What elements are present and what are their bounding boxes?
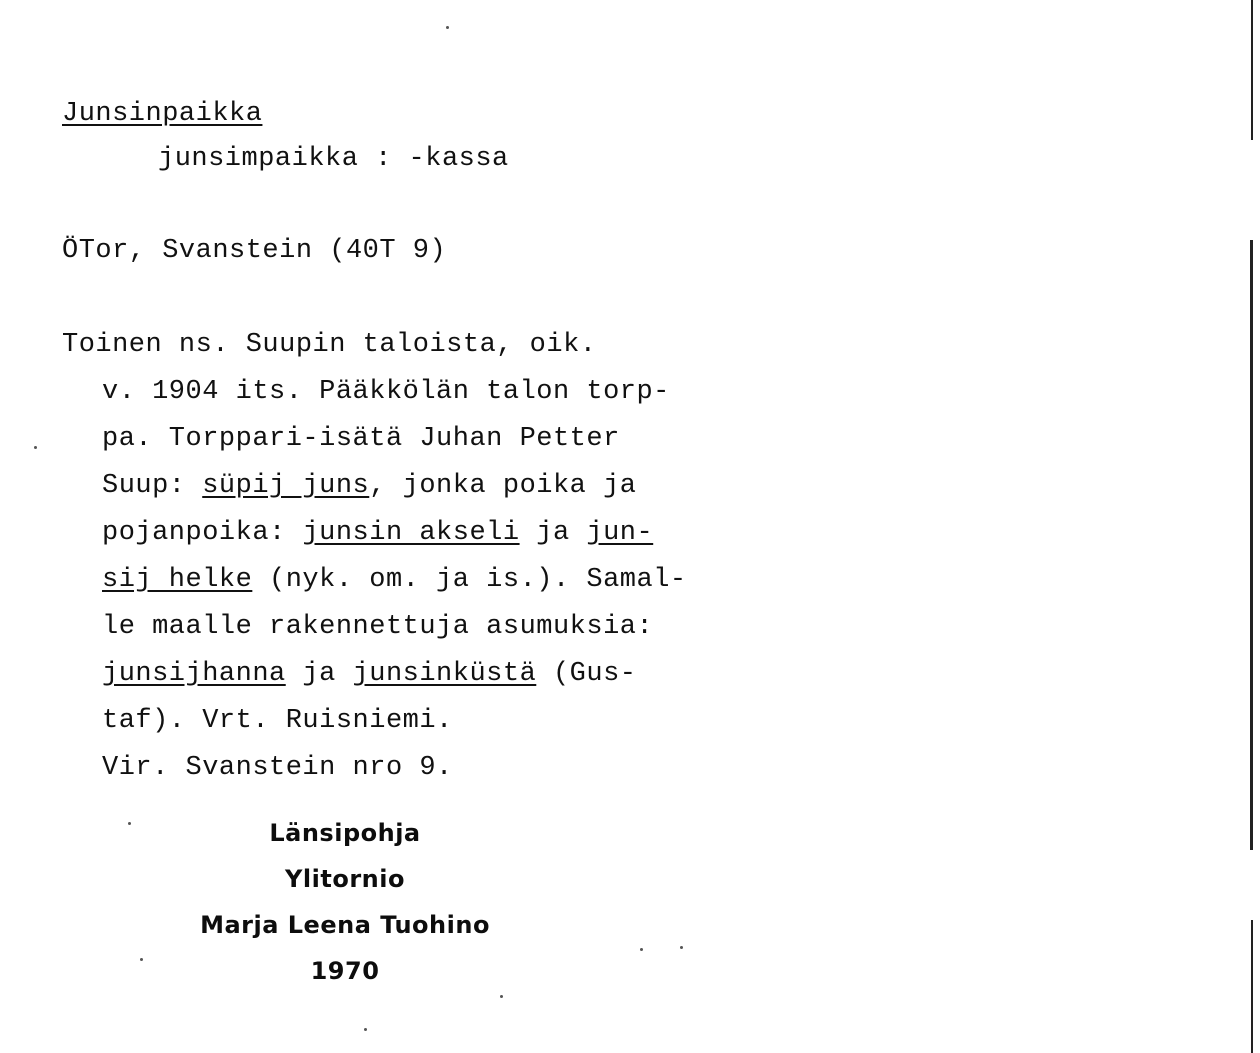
body-line-3: pa. Torppari-isätä Juhan Petter <box>102 424 620 454</box>
body-line-5-mid: ja <box>519 518 587 548</box>
stamp-year: 1970 <box>310 957 380 985</box>
scan-speck <box>640 948 643 951</box>
body-line-8-mid: ja <box>285 659 353 689</box>
stamp-collector: Marja Leena Tuohino <box>200 911 490 939</box>
card-edge-top <box>1251 0 1253 140</box>
card-edge-bottom <box>1251 920 1253 1053</box>
dialect-form-1: süpij juns <box>202 471 370 501</box>
scan-speck <box>34 446 37 449</box>
scan-speck <box>140 958 143 961</box>
scan-speck <box>364 1028 367 1031</box>
body-line-1: Toinen ns. Suupin taloista, oik. <box>62 330 597 360</box>
body-line-5 <box>102 517 653 549</box>
dialect-form-3-start: jun- <box>586 518 654 548</box>
stamp-parish: Ylitornio <box>285 865 405 893</box>
source-reference: ÖTor, Svanstein (40T 9) <box>62 236 447 266</box>
scan-speck <box>680 946 683 949</box>
body-line-10: Vir. Svanstein nro 9. <box>102 753 453 783</box>
body-line-4 <box>102 470 637 502</box>
body-line-6-rest: (nyk. om. ja is.). Samal- <box>252 565 687 595</box>
body-line-5-text: pojanpoika: <box>102 518 303 548</box>
body-line-2: v. 1904 its. Pääkkölän talon torp- <box>102 377 670 407</box>
dialect-form-3-end: sij helke <box>102 565 253 595</box>
body-line-6 <box>102 564 687 596</box>
headword-forms: junsimpaikka : -kassa <box>158 144 509 174</box>
scan-speck <box>500 995 503 998</box>
scan-speck <box>128 822 131 825</box>
body-line-8 <box>102 658 637 690</box>
collection-stamp <box>140 810 550 994</box>
dialect-form-2: junsin akseli <box>302 518 520 548</box>
stamp-region: Länsipohja <box>269 819 421 847</box>
scan-speck <box>446 26 449 29</box>
body-line-8-rest: (Gus- <box>536 659 637 689</box>
body-line-4-text: Suup: <box>102 471 203 501</box>
body-line-4-rest: , jonka poika ja <box>369 471 637 501</box>
card-title: Junsinpaikka <box>62 99 263 129</box>
dialect-form-4: junsijhanna <box>102 659 286 689</box>
dialect-form-5: junsinküstä <box>352 659 537 689</box>
body-line-9: taf). Vrt. Ruisniemi. <box>102 706 453 736</box>
body-line-7: le maalle rakennettuja asumuksia: <box>102 612 654 642</box>
card-edge-middle <box>1250 240 1253 850</box>
